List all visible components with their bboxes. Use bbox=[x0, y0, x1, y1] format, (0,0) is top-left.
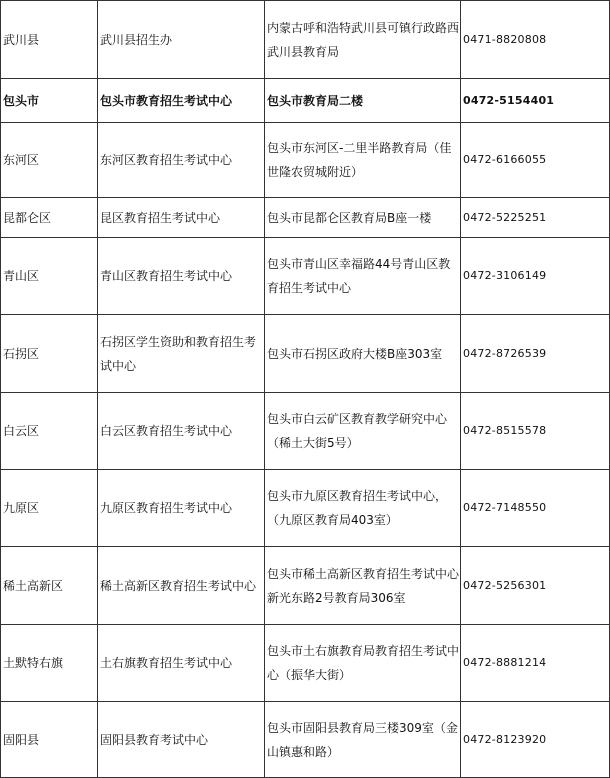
table-row bbox=[1, 315, 610, 393]
table-row bbox=[1, 393, 610, 470]
phone-cell: 0472-7148550 bbox=[461, 470, 610, 547]
region-cell: 昆都仑区 bbox=[1, 198, 98, 238]
office-cell: 土右旗教育招生考试中心 bbox=[98, 625, 265, 702]
address-cell: 包头市石拐区政府大楼B座303室 bbox=[265, 315, 461, 393]
region-cell: 九原区 bbox=[1, 470, 98, 547]
office-cell: 固阳县教育考试中心 bbox=[98, 702, 265, 778]
office-cell: 东河区教育招生考试中心 bbox=[98, 123, 265, 198]
phone-cell: 0472-8726539 bbox=[461, 315, 610, 393]
office-cell: 青山区教育招生考试中心 bbox=[98, 238, 265, 315]
phone-cell: 0472-8881214 bbox=[461, 625, 610, 702]
table-row bbox=[1, 625, 610, 702]
phone-cell: 0472-8123920 bbox=[461, 702, 610, 778]
table-row bbox=[1, 547, 610, 625]
office-cell: 昆区教育招生考试中心 bbox=[98, 198, 265, 238]
region-cell: 固阳县 bbox=[1, 702, 98, 778]
region-cell: 石拐区 bbox=[1, 315, 98, 393]
address-cell: 包头市白云矿区教育教学研究中心（稀土大街5号） bbox=[265, 393, 461, 470]
phone-cell: 0472-3106149 bbox=[461, 238, 610, 315]
office-cell: 白云区教育招生考试中心 bbox=[98, 393, 265, 470]
office-cell: 稀土高新区教育招生考试中心 bbox=[98, 547, 265, 625]
phone-cell: 0472-6166055 bbox=[461, 123, 610, 198]
table-row bbox=[1, 123, 610, 198]
table-row bbox=[1, 198, 610, 238]
address-cell: 包头市教育局二楼 bbox=[265, 79, 461, 123]
address-cell: 包头市东河区-二里半路教育局（佳世隆农贸城附近） bbox=[265, 123, 461, 198]
table-row bbox=[1, 238, 610, 315]
address-cell: 包头市青山区幸福路44号青山区教育招生考试中心 bbox=[265, 238, 461, 315]
address-cell: 包头市稀土高新区教育招生考试中心新光东路2号教育局306室 bbox=[265, 547, 461, 625]
phone-cell: 0472-5225251 bbox=[461, 198, 610, 238]
office-cell: 武川县招生办 bbox=[98, 1, 265, 79]
address-cell: 内蒙古呼和浩特武川县可镇行政路西武川县教育局 bbox=[265, 1, 461, 79]
region-cell: 东河区 bbox=[1, 123, 98, 198]
region-cell: 武川县 bbox=[1, 1, 98, 79]
phone-cell: 0472-8515578 bbox=[461, 393, 610, 470]
table-row bbox=[1, 470, 610, 547]
office-cell: 石拐区学生资助和教育招生考试中心 bbox=[98, 315, 265, 393]
phone-cell: 0472-5154401 bbox=[461, 79, 610, 123]
region-cell: 包头市 bbox=[1, 79, 98, 123]
address-cell: 包头市昆都仑区教育局B座一楼 bbox=[265, 198, 461, 238]
region-cell: 土默特右旗 bbox=[1, 625, 98, 702]
office-cell: 九原区教育招生考试中心 bbox=[98, 470, 265, 547]
region-cell: 青山区 bbox=[1, 238, 98, 315]
phone-cell: 0472-5256301 bbox=[461, 547, 610, 625]
address-cell: 包头市固阳县教育局三楼309室（金山镇惠和路） bbox=[265, 702, 461, 778]
address-cell: 包头市土右旗教育局教育招生考试中心（振华大街） bbox=[265, 625, 461, 702]
office-cell: 包头市教育招生考试中心 bbox=[98, 79, 265, 123]
table-row bbox=[1, 702, 610, 778]
region-cell: 白云区 bbox=[1, 393, 98, 470]
table-row bbox=[1, 79, 610, 123]
table-row bbox=[1, 1, 610, 79]
region-cell: 稀土高新区 bbox=[1, 547, 98, 625]
address-cell: 包头市九原区教育招生考试中心，（九原区教育局403室） bbox=[265, 470, 461, 547]
phone-cell: 0471-8820808 bbox=[461, 1, 610, 79]
